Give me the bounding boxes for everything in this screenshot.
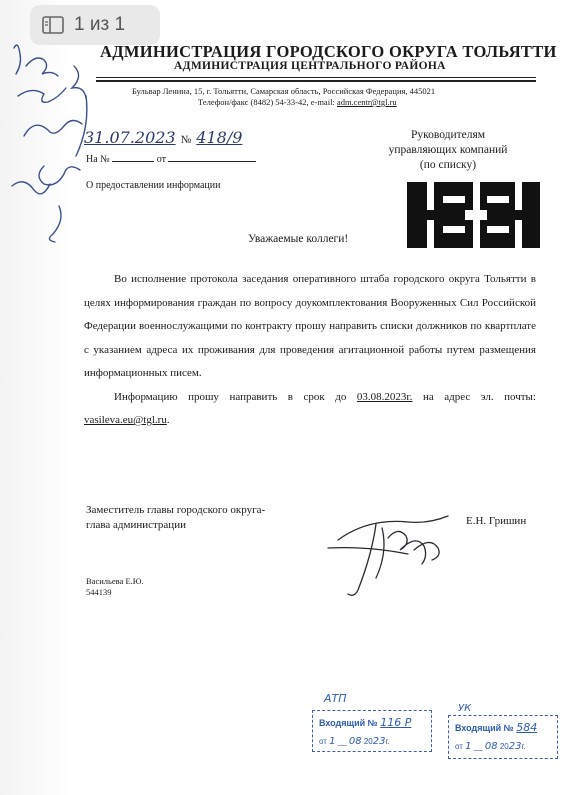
- recipient-block: [368, 128, 528, 173]
- executor-phone: 544139: [86, 587, 112, 597]
- page-indicator-label: 1 из 1: [74, 14, 126, 35]
- letter-body: [84, 268, 536, 433]
- paragraph-2: Информацию прошу направить в срок до 03.08.2023г. на адрес эл. почты: vasileva.eu@tgl.ru.: [84, 390, 536, 426]
- executor-name: Васильева Е.Ю.: [86, 576, 144, 586]
- pages-icon: [42, 16, 64, 34]
- registration-line: [84, 128, 242, 147]
- salutation: Уважаемые коллеги!: [248, 233, 349, 245]
- incoming-stamp-2: Входящий № 584 от 1 __ 08 2023г.: [448, 715, 558, 759]
- stamp-2-note: УК: [458, 703, 472, 714]
- stamp-2-title: Входящий №: [455, 723, 514, 733]
- signer-name: Е.Н. Гришин: [466, 515, 527, 527]
- reply-email-link[interactable]: vasileva.eu@tgl.ru: [84, 414, 167, 426]
- executor-block: [86, 576, 144, 598]
- phone-text: Телефон/факс (8482) 54-33-42, e-mail:: [198, 97, 337, 107]
- organization-contacts: [198, 97, 397, 107]
- stamp-2-number: 584: [516, 721, 538, 734]
- letter-subject: О предоставлении информации: [86, 180, 221, 191]
- reference-line: [86, 154, 256, 165]
- recipient-line-2: управляющих компаний: [388, 144, 508, 156]
- letterhead-rule: [96, 77, 536, 78]
- paragraph-1: Во исполнение протокола заседания оперативного штаба городского округа Тольятти в целях информирования граждан по вопросу доукомплектования Вооруженных Сил Российской Федерации военнослужащими по контракту прошу направить списки должников по квартплате с указанием адреса их проживания для проведения агитационной работы путем размещения информационных писем.: [84, 273, 536, 379]
- registration-number: 418/9: [196, 128, 243, 147]
- registration-date: 31.07.2023: [84, 128, 176, 147]
- stamp-1-number: 116 Р: [380, 716, 412, 729]
- org-email-link[interactable]: adm.centr@tgl.ru: [336, 97, 397, 107]
- recipient-line-3: (по списку): [419, 159, 477, 171]
- number-label: №: [180, 134, 192, 146]
- organization-address: Бульвар Ленина, 15, г. Тольятти, Самарская область, Российская Федерация, 445021: [132, 86, 436, 96]
- handwritten-signature: [318, 488, 468, 598]
- deadline-date: 03.08.2023г.: [356, 390, 413, 403]
- organization-title: АДМИНИСТРАЦИЯ ГОРОДСКОГО ОКРУГА ТОЛЬЯТТИ: [100, 42, 557, 61]
- ref-label: На №: [86, 154, 110, 165]
- stamp-1-note: АТП: [324, 692, 347, 705]
- mh-logo: [407, 182, 540, 248]
- stamp-1-title: Входящий №: [319, 718, 378, 728]
- signer-position-line-1: Заместитель главы городского округа-: [86, 504, 266, 516]
- incoming-stamp-1: Входящий № 116 Р от 1 __ 08 2023г.: [312, 710, 432, 752]
- recipient-line-1: Руководителям: [410, 129, 486, 141]
- signer-position: [86, 503, 326, 533]
- letterhead-rule-thick: [96, 80, 536, 82]
- organization-subtitle: АДМИНИСТРАЦИЯ ЦЕНТРАЛЬНОГО РАЙОНА: [174, 60, 446, 72]
- signer-position-line-2: глава администрации: [86, 519, 186, 531]
- ref-from-label: от: [156, 154, 166, 165]
